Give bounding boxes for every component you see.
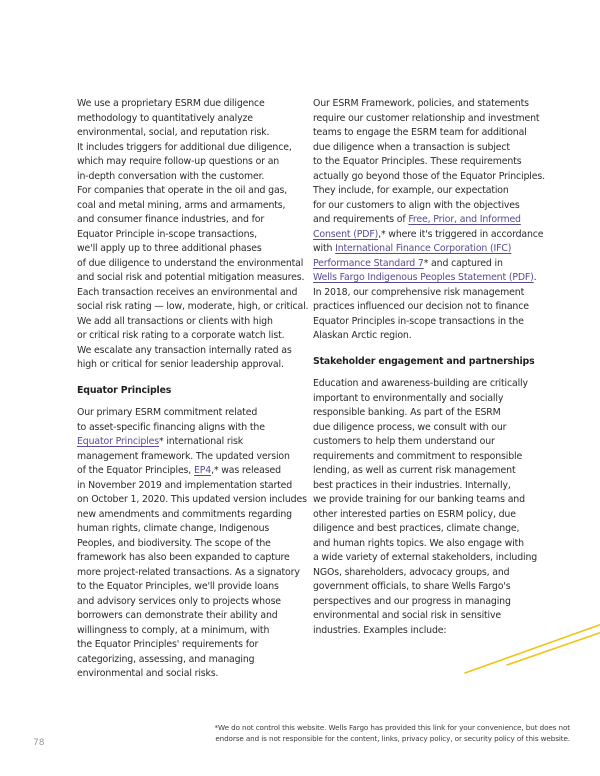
page-number: 78 — [33, 738, 45, 748]
text-line: environmental and social risk in sensitive — [313, 610, 502, 621]
left-column — [77, 97, 309, 682]
text-fragment: of the Equator Principles, — [77, 465, 194, 476]
text-line: industries. Examples include: — [313, 624, 447, 636]
text-line: or critical risk rating to a corporate watch list. — [77, 330, 285, 341]
text-line — [313, 213, 545, 228]
text-line: methodology to quantitatively analyze — [77, 112, 253, 124]
text-line — [313, 228, 545, 243]
equator-principles-link[interactable]: Equator Principles — [77, 436, 159, 447]
text-line: practices influenced our decision not to finance — [313, 301, 529, 312]
text-line: require our customer relationship and investment — [313, 112, 540, 124]
text-line: and social risk and potential mitigation measures. — [77, 272, 305, 283]
text-line — [313, 257, 545, 272]
text-line: social risk rating — low, moderate, high, or critical. — [77, 301, 309, 312]
text-line: to asset-specific financing aligns with the — [77, 421, 265, 433]
text-line: borrowers can demonstrate their ability and — [77, 610, 278, 621]
text-line: of due diligence to understand the environmental — [77, 257, 304, 269]
spacer — [313, 369, 545, 377]
text-line: lending, as well as current risk management — [313, 465, 516, 476]
text-line: human rights, climate change, Indigenous — [77, 523, 270, 534]
footnote-disclaimer — [196, 723, 570, 744]
text-line: In 2018, our comprehensive risk management — [313, 286, 525, 298]
text-line: on October 1, 2020. This updated version includes — [77, 494, 307, 505]
text-line: management framework. The updated version — [77, 450, 290, 462]
text-line: categorizing, assessing, and managing — [77, 653, 255, 665]
text-line: Equator Principle in-scope transactions, — [77, 228, 257, 240]
text-line: environmental and social risks. — [77, 668, 219, 679]
text-fragment: with — [313, 243, 336, 254]
esrm-framework-paragraph — [313, 97, 545, 344]
text-line: Equator Principles in-scope transactions in the — [313, 315, 524, 327]
text-line: a wide variety of external stakeholders, including — [313, 552, 538, 563]
text-line: actually go beyond those of the Equator Principles. — [313, 170, 545, 182]
text-line: high or critical for senior leadership approval. — [77, 359, 284, 370]
text-line: diligence and best practices, climate change, — [313, 523, 520, 534]
text-line: environmental, social, and reputation risk. — [77, 127, 270, 138]
text-line: Peoples, and biodiversity. The scope of the — [77, 537, 271, 549]
ifc-ps7-link[interactable]: International Finance Corporation (IFC) — [335, 243, 512, 254]
text-line: we'll apply up to three additional phases — [77, 243, 262, 254]
text-line: due diligence process, we consult with our — [313, 421, 507, 433]
text-line: Alaskan Arctic region. — [313, 330, 412, 341]
text-line — [313, 242, 545, 257]
text-line: new amendments and commitments regarding — [77, 508, 292, 520]
text-line — [77, 435, 309, 450]
text-line: in November 2019 and implementation started — [77, 479, 293, 491]
text-line: willingness to comply, at a minimum, with — [77, 624, 270, 636]
footnote-line: endorse and is not responsible for the content, links, privacy policy, or security policy of this website. — [215, 733, 570, 743]
text-line — [313, 271, 545, 286]
stakeholder-engagement-paragraph — [313, 377, 545, 638]
footnote-line: *We do not control this website. Wells Fargo has provided this link for your convenience, but does not — [214, 723, 570, 732]
indigenous-peoples-statement-link[interactable]: Wells Fargo Indigenous Peoples Statement (PDF) — [313, 272, 534, 283]
text-line: We escalate any transaction internally rated as — [77, 344, 292, 356]
text-line — [77, 464, 309, 479]
text-line: Education and awareness-building are critically — [313, 378, 528, 389]
text-line: to the Equator Principles, we'll provide loans — [77, 581, 279, 592]
text-fragment: ,* where it's triggered in accordance — [378, 228, 544, 240]
text-line: government officials, to share Wells Fargo's — [313, 581, 511, 592]
text-line: It includes triggers for additional due diligence, — [77, 141, 292, 153]
text-fragment: * and captured in — [423, 257, 503, 269]
text-line: and advisory services only to projects whose — [77, 595, 281, 607]
text-line: other interested parties on ESRM policy, due — [313, 508, 516, 520]
right-column — [313, 97, 545, 638]
text-line: NGOs, shareholders, advocacy groups, and — [313, 566, 510, 578]
text-line: We use a proprietary ESRM due diligence — [77, 98, 265, 109]
text-line: customers to help them understand our — [313, 436, 495, 447]
text-fragment: and requirements of — [313, 214, 409, 225]
ifc-ps7-link-continued[interactable]: Performance Standard 7 — [313, 257, 424, 269]
text-line: we provide training for our banking teams and — [313, 494, 525, 505]
due-diligence-paragraph — [77, 97, 309, 373]
text-line: more project-related transactions. As a signatory — [77, 566, 300, 578]
spacer — [77, 373, 309, 384]
text-line: We add all transactions or clients with high — [77, 315, 273, 327]
text-line: and human rights topics. We also engage with — [313, 537, 524, 549]
text-fragment: . — [533, 272, 537, 283]
spacer — [77, 398, 309, 406]
text-line: For companies that operate in the oil and gas, — [77, 185, 288, 196]
text-line: Our primary ESRM commitment related — [77, 407, 258, 418]
fpic-link[interactable]: Free, Prior, and Informed — [408, 214, 521, 225]
text-line: They include, for example, our expectation — [313, 185, 509, 196]
spacer — [313, 344, 545, 355]
text-line: and consumer finance industries, and for — [77, 214, 265, 225]
text-line: requirements and commitment to responsible — [313, 450, 523, 462]
text-line: to the Equator Principles. These requirements — [313, 156, 522, 167]
text-line: Our ESRM Framework, policies, and statements — [313, 98, 529, 109]
text-line: responsible banking. As part of the ESRM — [313, 407, 501, 418]
equator-principles-heading: Equator Principles — [77, 384, 172, 396]
text-line: coal and metal mining, arms and armaments, — [77, 199, 286, 211]
text-line: teams to engage the ESRM team for additional — [313, 127, 527, 138]
text-line: Each transaction receives an environmental and — [77, 286, 298, 298]
text-line: which may require follow-up questions or an — [77, 156, 280, 167]
stakeholder-engagement-heading: Stakeholder engagement and partnerships — [313, 355, 535, 367]
text-line: framework has also been expanded to capture — [77, 552, 290, 563]
equator-principles-paragraph — [77, 406, 309, 682]
text-fragment: ,* was released — [211, 465, 281, 476]
fpic-link-continued[interactable]: Consent (PDF) — [313, 228, 379, 240]
text-fragment: * international risk — [158, 436, 244, 447]
text-line: important to environmentally and socially — [313, 392, 504, 404]
text-line: best practices in their industries. Internally, — [313, 479, 511, 491]
ep4-link[interactable]: EP4 — [193, 465, 212, 476]
text-line: the Equator Principles' requirements for — [77, 639, 259, 650]
text-line: in-depth conversation with the customer. — [77, 170, 265, 182]
text-line: due diligence when a transaction is subject — [313, 141, 510, 153]
text-line: for our customers to align with the objectives — [313, 199, 520, 211]
text-line: perspectives and our progress in managing — [313, 595, 511, 607]
